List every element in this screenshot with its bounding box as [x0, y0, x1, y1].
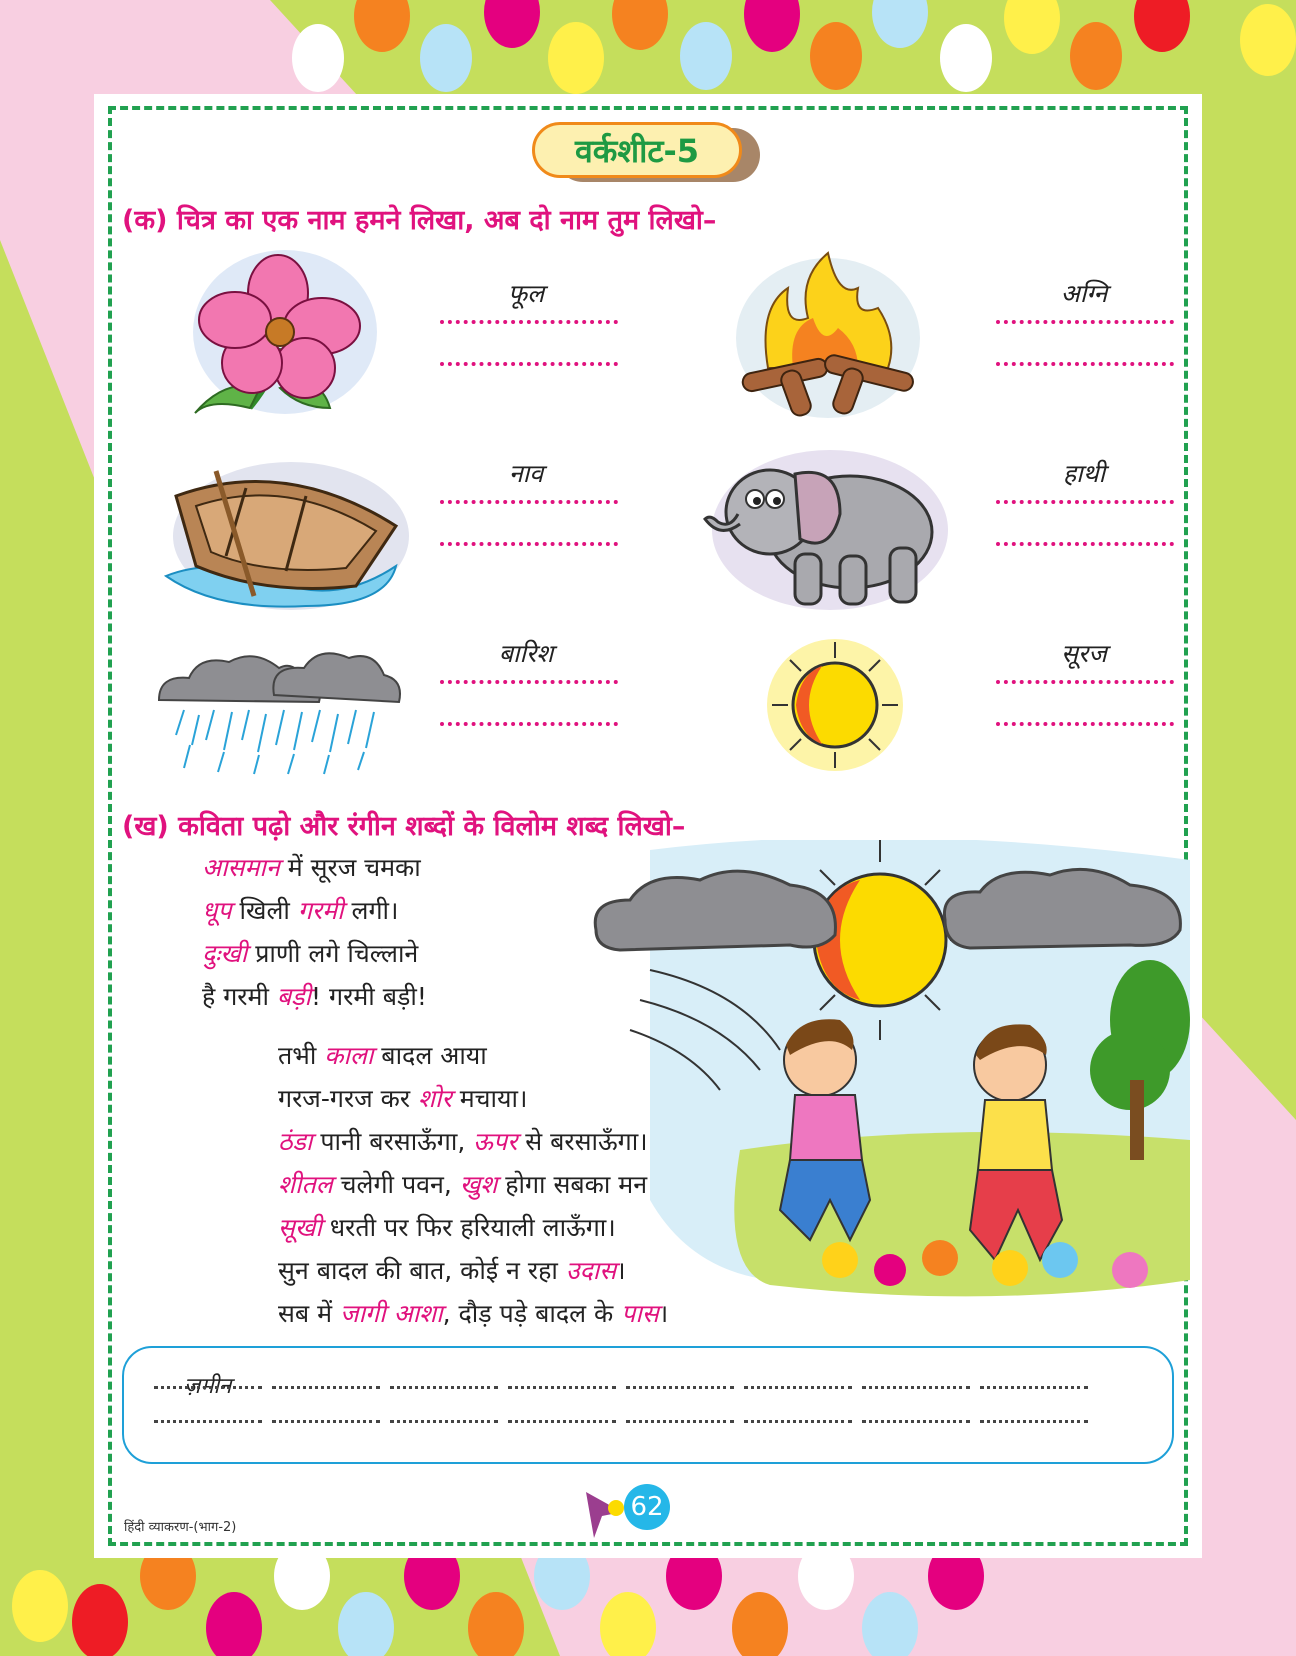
answer-line[interactable]	[440, 500, 618, 504]
answer-line[interactable]	[440, 320, 618, 324]
colored-word: ठंडा	[278, 1127, 313, 1156]
poem-line	[202, 932, 427, 975]
poem-text: मचाया।	[451, 1084, 528, 1113]
answer-blank[interactable]	[154, 1420, 262, 1423]
answer-blank[interactable]	[508, 1386, 616, 1389]
colored-word: शोर	[418, 1084, 452, 1113]
poem-text: बादल आया	[373, 1041, 487, 1070]
poem-line	[278, 1034, 668, 1077]
book-title: हिंदी व्याकरण-(भाग-2)	[124, 1520, 237, 1535]
answer-line[interactable]	[996, 362, 1174, 366]
poem-text: धरती पर फिर हरियाली लाऊँगा।	[321, 1213, 616, 1242]
answer-blank[interactable]	[980, 1420, 1088, 1423]
colored-word: दुःखी	[202, 939, 248, 968]
page-number: 62	[624, 1484, 670, 1530]
word-baarish: बारिश	[498, 639, 554, 668]
answer-blank[interactable]	[862, 1386, 970, 1389]
poem-text: पानी बरसाऊँगा,	[312, 1127, 474, 1156]
answer-blank[interactable]	[390, 1420, 498, 1423]
poem-text: सुन बादल की बात, कोई न रहा	[278, 1256, 566, 1285]
colored-word: आसमान	[202, 853, 280, 882]
poem-line	[202, 846, 427, 889]
answer-line[interactable]	[996, 722, 1174, 726]
answer-line[interactable]	[996, 500, 1174, 504]
answer-example: ज़मीन	[184, 1374, 232, 1399]
answer-blank[interactable]	[744, 1386, 852, 1389]
answer-blank[interactable]	[272, 1420, 380, 1423]
answer-blank[interactable]	[744, 1420, 852, 1423]
word-naav: नाव	[508, 459, 544, 488]
answer-blank[interactable]	[980, 1386, 1088, 1389]
children-playing-illustration	[590, 840, 1192, 1320]
campfire-icon	[728, 248, 928, 424]
poem-text: लगी।	[343, 896, 399, 925]
word-haathi: हाथी	[1062, 459, 1106, 488]
poem-text: से बरसाऊँगा।	[517, 1127, 648, 1156]
elephant-icon	[700, 444, 952, 614]
answer-box	[122, 1346, 1174, 1464]
answer-blank[interactable]	[272, 1386, 380, 1389]
star-ribbon-icon	[582, 1486, 626, 1540]
worksheet-title-badge	[532, 122, 764, 184]
poem-line	[278, 1163, 668, 1206]
poem-line	[278, 1077, 668, 1120]
worksheet-title: वर्कशीट-5	[532, 122, 742, 178]
answer-blank[interactable]	[626, 1420, 734, 1423]
colored-word: बड़ी	[276, 982, 312, 1011]
poem-text: है गरमी	[202, 982, 277, 1011]
boat-icon	[156, 456, 410, 614]
poem-line	[278, 1120, 668, 1163]
answer-blank[interactable]	[154, 1386, 262, 1389]
section-a-heading: (क) चित्र का एक नाम हमने लिखा, अब दो नाम तुम लिखो–	[122, 205, 717, 236]
sun-icon	[764, 636, 906, 774]
word-phool: फूल	[507, 279, 545, 308]
colored-word: पास	[621, 1299, 659, 1328]
answer-blank[interactable]	[390, 1386, 498, 1389]
rain-cloud-icon	[154, 640, 404, 776]
colored-word: काला	[324, 1041, 374, 1070]
poem-text: ।	[616, 1256, 626, 1285]
colored-word: सूखी	[278, 1213, 322, 1242]
poem-text: गरज-गरज कर	[278, 1084, 419, 1113]
colored-word: जागी	[340, 1299, 386, 1328]
flower-icon	[180, 248, 380, 420]
colored-word: गरमी	[297, 896, 344, 925]
answer-blank[interactable]	[626, 1386, 734, 1389]
poem-text: खिली	[231, 896, 298, 925]
poem-text: प्राणी लगे चिल्लाने	[247, 939, 419, 968]
answer-line[interactable]	[440, 722, 618, 726]
poem-text: ।	[658, 1299, 669, 1328]
answer-line[interactable]	[996, 680, 1174, 684]
answer-line[interactable]	[996, 542, 1174, 546]
answer-blank[interactable]	[862, 1420, 970, 1423]
colored-word: खुश	[459, 1170, 498, 1199]
poem-line	[278, 1292, 668, 1335]
poem-text: चलेगी पवन,	[332, 1170, 460, 1199]
poem-line	[202, 889, 427, 932]
word-sooraj: सूरज	[1061, 639, 1107, 668]
colored-word: धूप	[202, 896, 232, 925]
poem-line	[278, 1206, 668, 1249]
colored-word: आशा	[393, 1299, 443, 1328]
poem-text: सब में	[278, 1299, 341, 1328]
poem-line	[278, 1249, 668, 1292]
answer-line[interactable]	[440, 362, 618, 366]
section-b-heading: (ख) कविता पढ़ो और रंगीन शब्दों के विलोम शब्द लिखो–	[122, 811, 686, 842]
poem-text: ! गरमी बड़ी!	[311, 982, 427, 1011]
poem-text: में सूरज चमका	[279, 853, 421, 882]
poem-text: तभी	[278, 1041, 325, 1070]
colored-word: उदास	[565, 1256, 617, 1285]
answer-row-2	[154, 1420, 1088, 1423]
word-agni: अग्नि	[1060, 279, 1108, 308]
answer-row-1	[154, 1386, 1088, 1389]
poem-text: होगा सबका मन	[497, 1170, 648, 1199]
answer-line[interactable]	[440, 680, 618, 684]
answer-blank[interactable]	[508, 1420, 616, 1423]
poem-stanza-2	[278, 1034, 668, 1335]
colored-word: ऊपर	[473, 1127, 518, 1156]
answer-line[interactable]	[440, 542, 618, 546]
poem-text	[386, 1299, 394, 1328]
poem-text: , दौड़ पड़े बादल के	[442, 1299, 622, 1328]
answer-line[interactable]	[996, 320, 1174, 324]
poem-stanza-1	[202, 846, 427, 1018]
poem-line	[202, 975, 427, 1018]
colored-word: शीतल	[278, 1170, 333, 1199]
